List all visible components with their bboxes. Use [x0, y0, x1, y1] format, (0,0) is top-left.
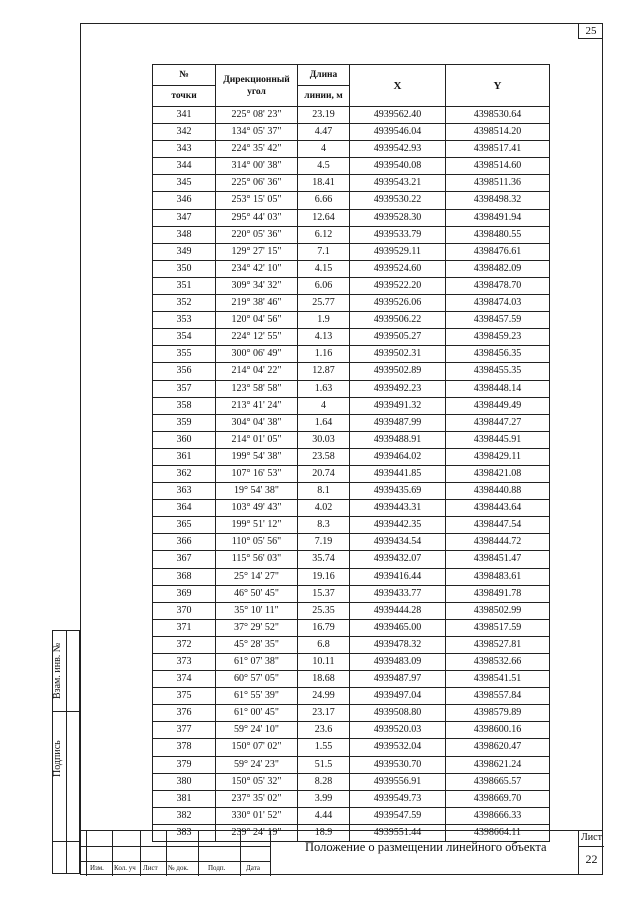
- line-length: 1.16: [298, 346, 350, 363]
- coord-y: 4398451.47: [446, 551, 550, 568]
- table-row: [153, 517, 550, 534]
- line-length: 15.37: [298, 585, 350, 602]
- coord-x: 4939502.31: [350, 346, 446, 363]
- stamp-col-izm: Изм.: [90, 864, 104, 872]
- coord-y: 4398478.70: [446, 277, 550, 294]
- direction-angle: 237° 35' 02": [216, 790, 298, 807]
- point-number: 382: [153, 807, 216, 824]
- coord-y: 4398498.32: [446, 192, 550, 209]
- header-length-top: Длина: [298, 65, 350, 86]
- point-number: 350: [153, 260, 216, 277]
- line-length: 18.41: [298, 175, 350, 192]
- table-row: [153, 739, 550, 756]
- table-row: [153, 141, 550, 158]
- coord-x: 4939529.11: [350, 243, 446, 260]
- coord-y: 4398449.49: [446, 397, 550, 414]
- line-length: 25.77: [298, 295, 350, 312]
- point-number: 361: [153, 448, 216, 465]
- point-number: 376: [153, 705, 216, 722]
- coord-x: 4939532.04: [350, 739, 446, 756]
- direction-angle: 199° 54' 38": [216, 448, 298, 465]
- coord-y: 4398474.03: [446, 295, 550, 312]
- point-number: 383: [153, 824, 216, 841]
- line-length: 12.87: [298, 363, 350, 380]
- coord-x: 4939491.32: [350, 397, 446, 414]
- point-number: 342: [153, 124, 216, 141]
- direction-angle: 129° 27' 15": [216, 243, 298, 260]
- point-number: 373: [153, 654, 216, 671]
- coord-y: 4398514.20: [446, 124, 550, 141]
- direction-angle: 214° 04' 22": [216, 363, 298, 380]
- coordinates-table: [152, 64, 550, 842]
- coord-x: 4939546.04: [350, 124, 446, 141]
- coord-y: 4398443.64: [446, 500, 550, 517]
- coord-x: 4939530.22: [350, 192, 446, 209]
- table-row: [153, 551, 550, 568]
- direction-angle: 150° 05' 32": [216, 773, 298, 790]
- line-length: 4: [298, 397, 350, 414]
- table-row: [153, 705, 550, 722]
- coord-x: 4939497.04: [350, 688, 446, 705]
- coord-y: 4398457.59: [446, 312, 550, 329]
- direction-angle: 59° 24' 23": [216, 756, 298, 773]
- point-number: 380: [153, 773, 216, 790]
- table-row: [153, 414, 550, 431]
- point-number: 343: [153, 141, 216, 158]
- table-row: [153, 448, 550, 465]
- coord-x: 4939543.21: [350, 175, 446, 192]
- coord-y: 4398621.24: [446, 756, 550, 773]
- coord-y: 4398491.94: [446, 209, 550, 226]
- direction-angle: 304° 04' 38": [216, 414, 298, 431]
- table-row: [153, 192, 550, 209]
- line-length: 4.47: [298, 124, 350, 141]
- direction-angle: 225° 08' 23": [216, 107, 298, 124]
- direction-angle: 330° 01' 52": [216, 807, 298, 824]
- point-number: 375: [153, 688, 216, 705]
- point-number: 351: [153, 277, 216, 294]
- line-length: 10.11: [298, 654, 350, 671]
- point-number: 348: [153, 226, 216, 243]
- line-length: 18.9: [298, 824, 350, 841]
- coord-y: 4398456.35: [446, 346, 550, 363]
- coord-y: 4398669.70: [446, 790, 550, 807]
- point-number: 366: [153, 534, 216, 551]
- table-row: [153, 671, 550, 688]
- coord-x: 4939434.54: [350, 534, 446, 551]
- table-row: [153, 568, 550, 585]
- line-length: 30.03: [298, 431, 350, 448]
- line-length: 7.1: [298, 243, 350, 260]
- table-body: [153, 107, 550, 842]
- table-row: [153, 619, 550, 636]
- table-row: [153, 534, 550, 551]
- coord-x: 4939505.27: [350, 329, 446, 346]
- header-angle: Дирекционный угол: [216, 65, 298, 107]
- direction-angle: 309° 34' 32": [216, 277, 298, 294]
- coord-y: 4398444.72: [446, 534, 550, 551]
- point-number: 347: [153, 209, 216, 226]
- table-row: [153, 243, 550, 260]
- coord-x: 4939487.99: [350, 414, 446, 431]
- coord-x: 4939506.22: [350, 312, 446, 329]
- point-number: 360: [153, 431, 216, 448]
- line-length: 1.55: [298, 739, 350, 756]
- coord-x: 4939542.93: [350, 141, 446, 158]
- point-number: 359: [153, 414, 216, 431]
- point-number: 345: [153, 175, 216, 192]
- stamp-col-list: Лист: [143, 864, 158, 872]
- table-row: [153, 431, 550, 448]
- coord-x: 4939488.91: [350, 431, 446, 448]
- line-length: 4.13: [298, 329, 350, 346]
- table-row: [153, 585, 550, 602]
- coord-y: 4398476.61: [446, 243, 550, 260]
- coord-y: 4398483.61: [446, 568, 550, 585]
- table-row: [153, 329, 550, 346]
- coord-x: 4939540.08: [350, 158, 446, 175]
- coord-y: 4398666.33: [446, 807, 550, 824]
- line-length: 1.64: [298, 414, 350, 431]
- direction-angle: 19° 54' 38": [216, 483, 298, 500]
- coord-x: 4939465.00: [350, 619, 446, 636]
- coord-y: 4398541.51: [446, 671, 550, 688]
- header-length-bottom: линии, м: [298, 86, 350, 107]
- table-row: [153, 722, 550, 739]
- header-x: X: [350, 65, 446, 107]
- coord-x: 4939444.28: [350, 602, 446, 619]
- table-row: [153, 363, 550, 380]
- table-row: [153, 312, 550, 329]
- table-row: [153, 773, 550, 790]
- line-length: 4.02: [298, 500, 350, 517]
- header-num-bottom: точки: [153, 86, 216, 107]
- point-number: 353: [153, 312, 216, 329]
- point-number: 364: [153, 500, 216, 517]
- table-row: [153, 107, 550, 124]
- coord-x: 4939533.79: [350, 226, 446, 243]
- line-length: 6.8: [298, 636, 350, 653]
- coord-x: 4939562.40: [350, 107, 446, 124]
- coord-x: 4939508.80: [350, 705, 446, 722]
- direction-angle: 213° 41' 24": [216, 397, 298, 414]
- direction-angle: 220° 05' 36": [216, 226, 298, 243]
- line-length: 4.44: [298, 807, 350, 824]
- table-row: [153, 209, 550, 226]
- direction-angle: 103° 49' 43": [216, 500, 298, 517]
- point-number: 365: [153, 517, 216, 534]
- coord-x: 4939441.85: [350, 465, 446, 482]
- coord-y: 4398429.11: [446, 448, 550, 465]
- coord-x: 4939551.44: [350, 824, 446, 841]
- direction-angle: 107° 16' 53": [216, 465, 298, 482]
- table-row: [153, 124, 550, 141]
- coord-x: 4939526.06: [350, 295, 446, 312]
- direction-angle: 300° 06' 49": [216, 346, 298, 363]
- line-length: 35.74: [298, 551, 350, 568]
- line-length: 24.99: [298, 688, 350, 705]
- side-stamp: [52, 630, 80, 874]
- point-number: 358: [153, 397, 216, 414]
- line-length: 23.19: [298, 107, 350, 124]
- stamp-col-doc: № док.: [168, 864, 189, 872]
- coord-x: 4939416.44: [350, 568, 446, 585]
- table-row: [153, 158, 550, 175]
- point-number: 381: [153, 790, 216, 807]
- line-length: 4.5: [298, 158, 350, 175]
- coord-y: 4398445.91: [446, 431, 550, 448]
- line-length: 4.15: [298, 260, 350, 277]
- coord-x: 4939492.23: [350, 380, 446, 397]
- sheet-label: Лист: [581, 832, 602, 843]
- coord-x: 4939549.73: [350, 790, 446, 807]
- table-row: [153, 295, 550, 312]
- table-row: [153, 636, 550, 653]
- line-length: 8.3: [298, 517, 350, 534]
- coord-y: 4398514.60: [446, 158, 550, 175]
- coord-y: 4398517.41: [446, 141, 550, 158]
- line-length: 23.17: [298, 705, 350, 722]
- line-length: 8.28: [298, 773, 350, 790]
- coord-x: 4939522.20: [350, 277, 446, 294]
- header-y: Y: [446, 65, 550, 107]
- coord-x: 4939478.32: [350, 636, 446, 653]
- line-length: 18.68: [298, 671, 350, 688]
- table-row: [153, 277, 550, 294]
- coord-y: 4398455.35: [446, 363, 550, 380]
- coord-y: 4398491.78: [446, 585, 550, 602]
- stamp-col-data: Дата: [246, 864, 260, 872]
- point-number: 377: [153, 722, 216, 739]
- coord-y: 4398665.57: [446, 773, 550, 790]
- line-length: 8.1: [298, 483, 350, 500]
- table-row: [153, 397, 550, 414]
- point-number: 374: [153, 671, 216, 688]
- line-length: 12.64: [298, 209, 350, 226]
- table-row: [153, 807, 550, 824]
- point-number: 346: [153, 192, 216, 209]
- coord-y: 4398480.55: [446, 226, 550, 243]
- coord-x: 4939547.59: [350, 807, 446, 824]
- coord-x: 4939443.31: [350, 500, 446, 517]
- table-row: [153, 226, 550, 243]
- coord-y: 4398579.89: [446, 705, 550, 722]
- point-number: 341: [153, 107, 216, 124]
- coord-y: 4398502.99: [446, 602, 550, 619]
- direction-angle: 214° 01' 05": [216, 431, 298, 448]
- point-number: 372: [153, 636, 216, 653]
- line-length: 3.99: [298, 790, 350, 807]
- direction-angle: 224° 12' 55": [216, 329, 298, 346]
- point-number: 352: [153, 295, 216, 312]
- direction-angle: 219° 38' 46": [216, 295, 298, 312]
- stamp-col-podp: Подп.: [208, 864, 226, 872]
- point-number: 355: [153, 346, 216, 363]
- page-number: 25: [578, 23, 603, 39]
- line-length: 7.19: [298, 534, 350, 551]
- direction-angle: 224° 35' 42": [216, 141, 298, 158]
- coord-x: 4939442.35: [350, 517, 446, 534]
- coord-y: 4398557.84: [446, 688, 550, 705]
- coord-y: 4398532.66: [446, 654, 550, 671]
- coord-y: 4398511.36: [446, 175, 550, 192]
- direction-angle: 110° 05' 56": [216, 534, 298, 551]
- point-number: 378: [153, 739, 216, 756]
- point-number: 344: [153, 158, 216, 175]
- coord-x: 4939556.91: [350, 773, 446, 790]
- direction-angle: 35° 10' 11": [216, 602, 298, 619]
- table-row: [153, 483, 550, 500]
- coord-x: 4939530.70: [350, 756, 446, 773]
- point-number: 349: [153, 243, 216, 260]
- direction-angle: 295° 44' 03": [216, 209, 298, 226]
- side-label-podpis: Подпись: [52, 740, 63, 777]
- direction-angle: 225° 06' 36": [216, 175, 298, 192]
- point-number: 363: [153, 483, 216, 500]
- coord-x: 4939464.02: [350, 448, 446, 465]
- direction-angle: 61° 00' 45": [216, 705, 298, 722]
- line-length: 6.66: [298, 192, 350, 209]
- direction-angle: 199° 51' 12": [216, 517, 298, 534]
- sheet-number: 22: [585, 852, 598, 866]
- line-length: 51.5: [298, 756, 350, 773]
- point-number: 362: [153, 465, 216, 482]
- direction-angle: 37° 29' 52": [216, 619, 298, 636]
- coord-x: 4939432.07: [350, 551, 446, 568]
- point-number: 369: [153, 585, 216, 602]
- header-num-top: №: [153, 65, 216, 86]
- coord-y: 4398600.16: [446, 722, 550, 739]
- coord-y: 4398448.14: [446, 380, 550, 397]
- line-length: 19.16: [298, 568, 350, 585]
- coord-x: 4939528.30: [350, 209, 446, 226]
- coord-x: 4939524.60: [350, 260, 446, 277]
- direction-angle: 60° 57' 05": [216, 671, 298, 688]
- point-number: 356: [153, 363, 216, 380]
- coord-y: 4398459.23: [446, 329, 550, 346]
- line-length: 20.74: [298, 465, 350, 482]
- coord-y: 4398527.81: [446, 636, 550, 653]
- direction-angle: 59° 24' 10": [216, 722, 298, 739]
- coord-x: 4939502.89: [350, 363, 446, 380]
- direction-angle: 123° 58' 58": [216, 380, 298, 397]
- table-row: [153, 346, 550, 363]
- coord-y: 4398447.27: [446, 414, 550, 431]
- line-length: 16.79: [298, 619, 350, 636]
- coord-x: 4939435.69: [350, 483, 446, 500]
- direction-angle: 253° 15' 05": [216, 192, 298, 209]
- document-title: Положение о размещении линейного объекта: [305, 840, 547, 854]
- direction-angle: 45° 28' 35": [216, 636, 298, 653]
- point-number: 354: [153, 329, 216, 346]
- direction-angle: 46° 50' 45": [216, 585, 298, 602]
- line-length: 23.6: [298, 722, 350, 739]
- coord-x: 4939483.09: [350, 654, 446, 671]
- table-row: [153, 380, 550, 397]
- direction-angle: 61° 07' 38": [216, 654, 298, 671]
- table-row: [153, 175, 550, 192]
- coord-y: 4398447.54: [446, 517, 550, 534]
- table-row: [153, 465, 550, 482]
- point-number: 368: [153, 568, 216, 585]
- coord-x: 4939433.77: [350, 585, 446, 602]
- coord-y: 4398530.64: [446, 107, 550, 124]
- line-length: 23.58: [298, 448, 350, 465]
- table-row: [153, 790, 550, 807]
- coord-y: 4398517.59: [446, 619, 550, 636]
- side-label-vzam: Взам. инв. №: [52, 642, 63, 699]
- stamp-col-kol: Кол. уч: [114, 864, 136, 872]
- point-number: 357: [153, 380, 216, 397]
- coord-y: 4398440.88: [446, 483, 550, 500]
- coord-x: 4939487.97: [350, 671, 446, 688]
- table-row: [153, 500, 550, 517]
- direction-angle: 61° 55' 39": [216, 688, 298, 705]
- direction-angle: 150° 07' 02": [216, 739, 298, 756]
- direction-angle: 314° 00' 38": [216, 158, 298, 175]
- table-row: [153, 688, 550, 705]
- point-number: 367: [153, 551, 216, 568]
- line-length: 6.06: [298, 277, 350, 294]
- direction-angle: 115° 56' 03": [216, 551, 298, 568]
- direction-angle: 25° 14' 27": [216, 568, 298, 585]
- point-number: 370: [153, 602, 216, 619]
- direction-angle: 239° 24' 19": [216, 824, 298, 841]
- line-length: 4: [298, 141, 350, 158]
- table-row: [153, 602, 550, 619]
- line-length: 1.9: [298, 312, 350, 329]
- coord-y: 4398421.08: [446, 465, 550, 482]
- table-row: [153, 756, 550, 773]
- line-length: 25.35: [298, 602, 350, 619]
- coord-y: 4398482.09: [446, 260, 550, 277]
- direction-angle: 120° 04' 56": [216, 312, 298, 329]
- sheet-box: [578, 830, 603, 875]
- line-length: 1.63: [298, 380, 350, 397]
- point-number: 379: [153, 756, 216, 773]
- direction-angle: 134° 05' 37": [216, 124, 298, 141]
- table-row: [153, 260, 550, 277]
- point-number: 371: [153, 619, 216, 636]
- table-row: [153, 654, 550, 671]
- coord-x: 4939520.03: [350, 722, 446, 739]
- direction-angle: 234° 42' 10": [216, 260, 298, 277]
- line-length: 6.12: [298, 226, 350, 243]
- coord-y: 4398620.47: [446, 739, 550, 756]
- coord-y: 4398664.11: [446, 824, 550, 841]
